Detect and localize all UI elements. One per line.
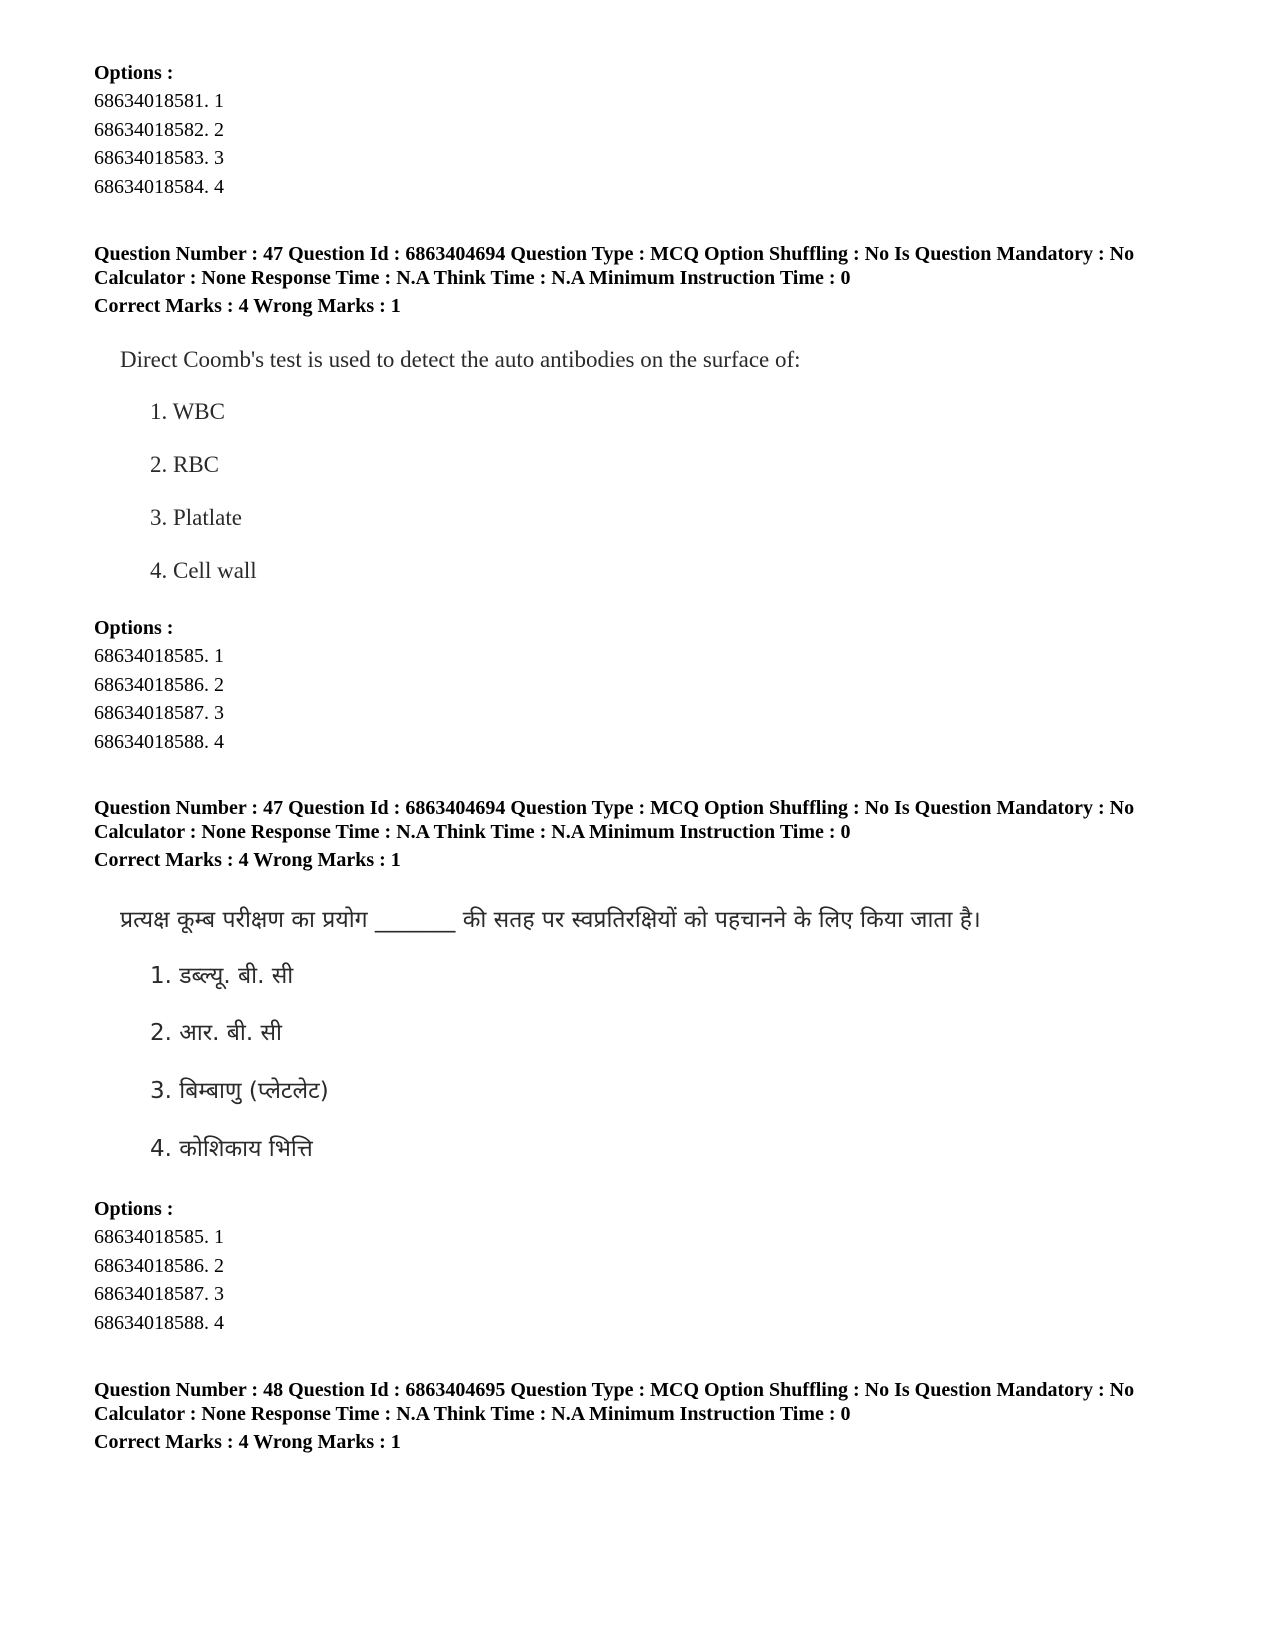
option-line: 68634018584. 4 bbox=[94, 176, 224, 199]
option-line: 68634018587. 3 bbox=[94, 1283, 224, 1306]
option-line: 68634018583. 3 bbox=[94, 147, 224, 170]
question-47-en-content bbox=[120, 346, 1120, 596]
question-marks: Correct Marks : 4 Wrong Marks : 1 bbox=[94, 849, 401, 871]
question-text: प्रत्यक्ष कूम्ब परीक्षण का प्रयोग _______ की सतह पर स्वप्रतिरक्षियों को पहचानने के लिए किया जाता है। bbox=[120, 907, 981, 933]
options-label: Options : bbox=[94, 62, 174, 84]
option-line: 68634018582. 2 bbox=[94, 118, 224, 141]
question-choice: 4. Cell wall bbox=[150, 558, 257, 583]
question-marks: Correct Marks : 4 Wrong Marks : 1 bbox=[94, 295, 401, 317]
option-line: 68634018581. 1 bbox=[94, 90, 224, 112]
question-header: Question Number : 48 Question Id : 6863404695 Question Type : MCQ Option Shuffling : No Is Question Mandatory : No Calculator : None Response Time : N.A Think Time : N.A Minimum Instruction Time : 0 bbox=[94, 1379, 1135, 1425]
question-47-en-header-block bbox=[94, 242, 1204, 318]
option-line: 68634018585. 1 bbox=[94, 645, 224, 667]
option-line: 68634018587. 3 bbox=[94, 702, 224, 725]
question-choice: 4. कोशिकाय भित्ति bbox=[150, 1136, 313, 1162]
question-choice: 2. आर. बी. सी bbox=[150, 1020, 283, 1046]
options-block-prev bbox=[94, 59, 224, 202]
question-text: Direct Coomb's test is used to detect the auto antibodies on the surface of: bbox=[120, 347, 801, 372]
question-choice: 1. WBC bbox=[150, 399, 225, 424]
option-line: 68634018588. 4 bbox=[94, 731, 224, 754]
question-header: Question Number : 47 Question Id : 6863404694 Question Type : MCQ Option Shuffling : No Is Question Mandatory : No Calculator : None Response Time : N.A Think Time : N.A Minimum Instruction Time : 0 bbox=[94, 797, 1135, 843]
question-choice: 3. बिम्बाणु (प्लेटलेट) bbox=[150, 1078, 329, 1104]
question-marks: Correct Marks : 4 Wrong Marks : 1 bbox=[94, 1431, 401, 1453]
option-line: 68634018586. 2 bbox=[94, 1254, 224, 1277]
options-label: Options : bbox=[94, 617, 174, 639]
question-48-header-block bbox=[94, 1378, 1204, 1454]
question-header: Question Number : 47 Question Id : 6863404694 Question Type : MCQ Option Shuffling : No Is Question Mandatory : No Calculator : None Response Time : N.A Think Time : N.A Minimum Instruction Time : 0 bbox=[94, 243, 1135, 289]
question-47-hi-header-block bbox=[94, 796, 1204, 872]
option-line: 68634018585. 1 bbox=[94, 1226, 224, 1248]
question-47-hi-content bbox=[120, 905, 1160, 1175]
option-line: 68634018588. 4 bbox=[94, 1312, 224, 1335]
question-choice: 2. RBC bbox=[150, 452, 220, 477]
options-label: Options : bbox=[94, 1198, 174, 1220]
question-choice: 3. Platlate bbox=[150, 505, 242, 530]
options-block-47-en bbox=[94, 614, 224, 757]
options-block-47-hi bbox=[94, 1195, 224, 1338]
option-line: 68634018586. 2 bbox=[94, 673, 224, 696]
question-choice: 1. डब्ल्यू. बी. सी bbox=[150, 963, 294, 989]
